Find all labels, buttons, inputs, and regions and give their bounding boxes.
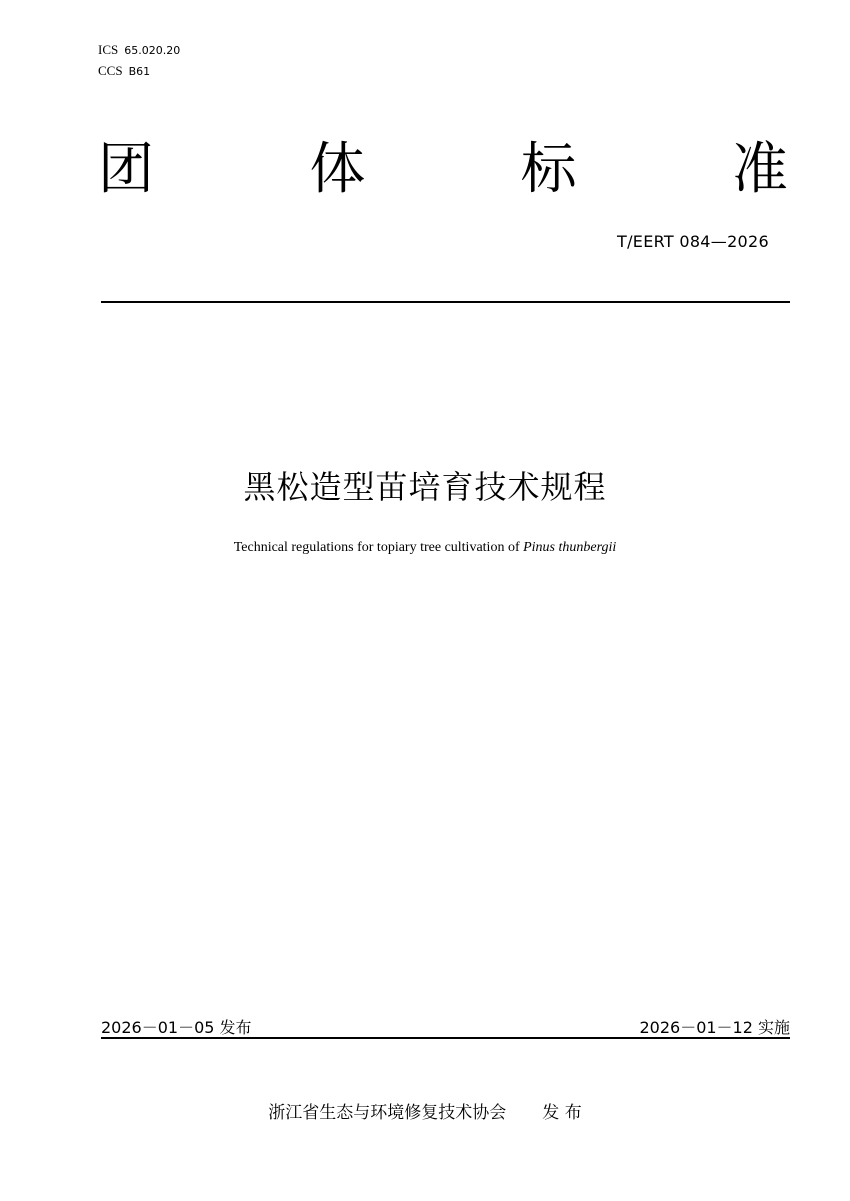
species-name: Pinus thunbergii	[523, 540, 617, 555]
category-char: 体	[309, 137, 366, 202]
ccs-value: B61	[128, 65, 151, 78]
top-divider	[101, 301, 790, 303]
classification-codes	[98, 40, 180, 82]
category-char: 团	[98, 137, 154, 202]
category-char: 标	[520, 137, 577, 202]
standard-category-title	[98, 130, 788, 210]
document-title-cn: 黑松造型苗培育技术规程	[243, 468, 607, 506]
bottom-divider	[101, 1037, 790, 1039]
publisher-name: 浙江省生态与环境修复技术协会	[268, 1103, 507, 1123]
issue-date: 2026－01－05 发布	[101, 1018, 252, 1037]
ics-value: 65.020.20	[124, 44, 181, 57]
implementation-date: 2026－01－12 实施	[639, 1018, 790, 1037]
category-char: 准	[731, 137, 788, 202]
document-title-en-text: Technical regulations for topiary tree cultivation of	[233, 540, 524, 555]
ics-code-row	[98, 40, 180, 61]
ccs-label: CCS	[98, 63, 123, 78]
publisher-action: 发 布	[542, 1103, 582, 1123]
document-title-en	[0, 540, 850, 556]
publisher-line	[0, 1098, 850, 1123]
ccs-code-row	[98, 61, 180, 82]
standard-number: T/EERT 084—2026	[617, 232, 769, 251]
ics-label: ICS	[98, 42, 119, 57]
